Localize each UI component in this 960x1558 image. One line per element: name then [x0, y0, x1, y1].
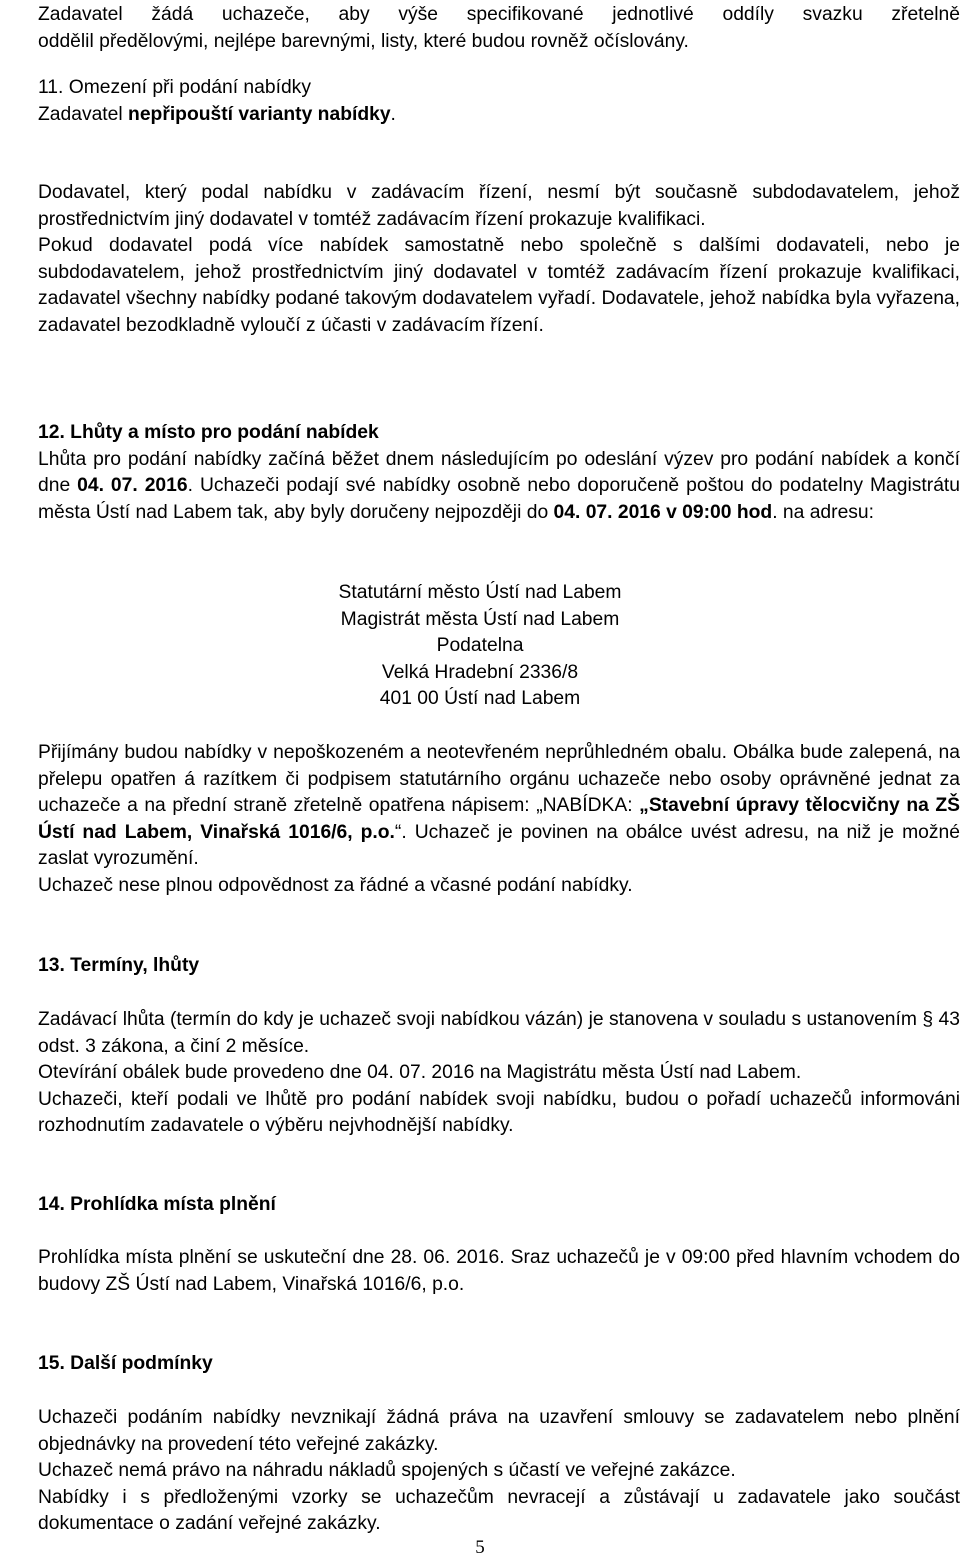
section-13-heading — [38, 953, 960, 980]
section-11-paragraph-1 — [38, 180, 960, 233]
section-13-number: 13. — [38, 955, 65, 976]
variants-end: . — [390, 103, 396, 125]
section-15-text-1: Uchazeči podáním nabídky nevznikají žádná práva na uzavření smlouvy se zadavatelem nebo plnění objednávky na provedení této veřejné zakázky. — [38, 1407, 960, 1455]
section-13-body — [38, 1007, 960, 1140]
address-line-3: Podatelna — [436, 635, 524, 657]
section-13 — [38, 953, 960, 980]
section-14-body — [38, 1245, 960, 1298]
address-line-5: 401 00 Ústí nad Labem — [379, 688, 581, 710]
section-11 — [38, 75, 960, 128]
intro-line-2: oddělil předělovými, nejlépe barevnými, listy, které budou rovněž očíslovány. — [38, 30, 689, 52]
section-15-text-3: Nabídky i s předloženými vzorky se uchazečům nevracejí a zůstávají u zadavatele jako součást dokumentace o zadání veřejné zakázky. — [38, 1486, 960, 1535]
section-12-number: 12. — [38, 422, 65, 443]
section-11-title: Omezení při podání nabídky — [68, 77, 311, 98]
address-line-2: Magistrát města Ústí nad Labem — [340, 608, 620, 630]
section-15-heading — [38, 1351, 960, 1378]
envelope-text-c: “. Uchazeč je povinen na obálce uvést adresu, na niž je možné zaslat vyrozumění. — [38, 821, 960, 870]
section-12-title: Lhůty a místo pro podání nabídek — [70, 422, 379, 443]
envelope-responsibility: Uchazeč nese plnou odpovědnost za řádné a včasné podání nabídky. — [38, 874, 633, 896]
envelope-text-a: Přijímány budou nabídky v nepoškozeném a neotevřeném neprůhledném obalu. Obálka bude zalepená, na přelepu opatřen á razítkem či podpisem statutárního orgánu uchazeče nebo osoby oprávněné jednat za uchazeče a na přední straně zřetelně opatřena nápisem: „NABÍDKA: — [38, 742, 960, 817]
page-number: 5 — [475, 1537, 485, 1558]
deadline-text-1: Lhůta pro podání nabídky začíná běžet dnem následujícím po odeslání výzev pro podání nabídek a končí dne — [38, 448, 960, 497]
intro-paragraph — [38, 2, 960, 55]
section-13-text-2: Otevírání obálek bude provedeno dne 04. 07. 2016 na Magistrátu města Ústí nad Labem. — [38, 1062, 802, 1084]
deadline-date-2: 04. 07. 2016 v 09:00 hod — [553, 501, 773, 523]
address-block — [0, 580, 960, 713]
section-14 — [38, 1192, 960, 1219]
section-14-heading — [38, 1192, 960, 1219]
envelope-label-bold: „Stavební úpravy tělocvičny na ZŠ Ústí nad Labem, Vinařská 1016/6, p.o. — [38, 795, 960, 843]
envelope-paragraph — [38, 740, 960, 900]
section-14-title: Prohlídka místa plnění — [70, 1194, 276, 1215]
variants-bold: nepřipouští varianty nabídky — [128, 103, 391, 125]
section-12-deadline-text — [38, 447, 960, 527]
deadline-date-1: 04. 07. 2016 — [77, 475, 188, 497]
deadline-text-3: . na adresu: — [772, 501, 875, 523]
section-12 — [38, 420, 960, 526]
variants-lead: Zadavatel — [38, 103, 129, 125]
section-11-text-2: Pokud dodavatel podá více nabídek samostatně nebo společně s dalšími dodavateli, nebo je subdodavatelem, jehož prostřednictvím jiný dodavatel v tomtéž zadávacím řízení prokazuje kvalifikaci, zadavatel všechny nabídky podané takovým dodavatelem vyřadí. Dodavatele, jehož nabídka byla vyřazena, zadavatel bezodkladně vyloučí z účasti v zadávacím řízení. — [38, 235, 960, 336]
section-15-title: Další podmínky — [70, 1353, 213, 1374]
address-line-1: Statutární město Ústí nad Labem — [338, 582, 622, 603]
section-11-variants-line — [38, 102, 960, 129]
section-11-text-1: Dodavatel, který podal nabídku v zadávacím řízení, nesmí být současně subdodavatelem, jehož prostřednictvím jiný dodavatel v tomtéž zadávacím řízení prokazuje kvalifikaci. — [38, 182, 960, 230]
section-11-heading — [38, 75, 960, 102]
section-12-heading — [38, 420, 960, 447]
section-11-number: 11. — [38, 77, 64, 98]
section-14-number: 14. — [38, 1194, 65, 1215]
address-line-4: Velká Hradební 2336/8 — [381, 661, 579, 683]
section-13-text-3: Uchazeči, kteří podali ve lhůtě pro podání nabídek svoji nabídku, budou o pořadí uchazečů informováni rozhodnutím zadavatele o výběru nejvhodnější nabídky. — [38, 1088, 960, 1137]
section-15-body — [38, 1405, 960, 1538]
section-15-text-2: Uchazeč nemá právo na náhradu nákladů spojených s účastí ve veřejné zakázce. — [38, 1460, 736, 1482]
section-15-number: 15. — [38, 1353, 65, 1374]
deadline-text-2: . Uchazeči podají své nabídky osobně nebo doporučeně poštou do podatelny Magistrátu města Ústí nad Labem tak, aby byly doručeny nejpozději do — [38, 475, 960, 523]
section-11-paragraph-2 — [38, 233, 960, 339]
envelope-text — [38, 740, 960, 873]
section-13-title: Termíny, lhůty — [70, 955, 200, 976]
intro-line-1: Zadavatel žádá uchazeče, aby výše specifikované jednotlivé oddíly svazku zřetelně — [38, 4, 960, 25]
section-15 — [38, 1351, 960, 1378]
section-13-text-1: Zadávací lhůta (termín do kdy je uchazeč svoji nabídkou vázán) je stanovena v souladu s ustanovením § 43 odst. 3 zákona, a činí 2 měsíce. — [38, 1009, 960, 1057]
section-14-text-1: Prohlídka místa plnění se uskuteční dne 28. 06. 2016. Sraz uchazečů je v 09:00 před hlavním vchodem do budovy ZŠ Ústí nad Labem, Vinařská 1016/6, p.o. — [38, 1247, 960, 1295]
